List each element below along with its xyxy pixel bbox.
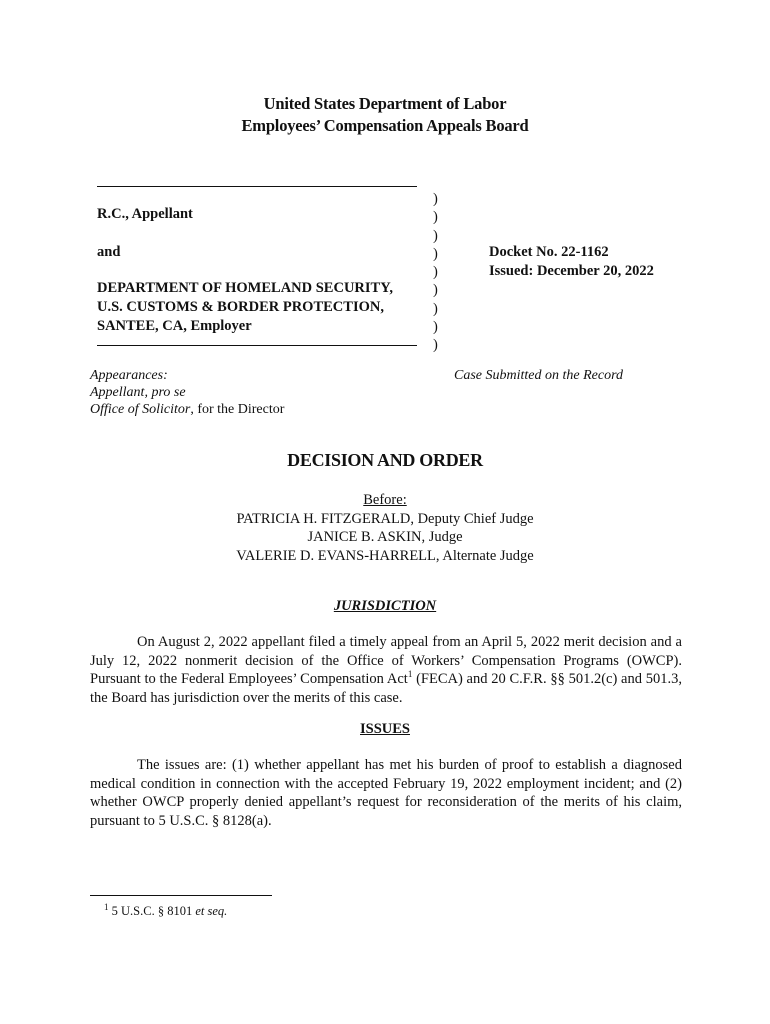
appearances-block <box>90 367 284 418</box>
paren: ) <box>433 337 438 354</box>
jurisdiction-heading: JURISDICTION <box>333 598 437 614</box>
board-title: Employees’ Compensation Appeals Board <box>241 116 529 135</box>
jurisdiction-paragraph <box>90 633 682 707</box>
footnote-rule <box>90 895 272 896</box>
appellant-value: , pro se <box>144 385 186 400</box>
paren: ) <box>433 209 438 226</box>
jurisdiction-text: On August 2, 2022 appellant filed a timely appeal from an April 5, 2022 merit decision and a July 12, 2022 nonmerit decision of the Office of Workers’ Compensation Programs (OWCP). Pursuant to the Federal Employees’ Compensation Act <box>90 634 682 687</box>
judge-name: JANICE B. ASKIN, Judge <box>307 529 463 545</box>
paren: ) <box>433 282 438 299</box>
judges-panel <box>0 491 770 565</box>
paren: ) <box>433 264 438 281</box>
footnote-number: 1 <box>104 901 109 912</box>
solicitor-appearance <box>90 401 284 418</box>
case-submitted: Case Submitted on the Record <box>454 368 624 383</box>
paren: ) <box>433 319 438 336</box>
solicitor-value: , for the Director <box>190 402 285 417</box>
caption-bottom-rule <box>97 345 417 346</box>
docket-number: Docket No. 22-1162 <box>489 244 609 260</box>
paren: ) <box>433 245 438 262</box>
caption-top-rule <box>97 186 417 187</box>
employer-line: SANTEE, CA, Employer <box>97 318 252 334</box>
issued-date: Issued: December 20, 2022 <box>489 263 654 279</box>
docket-block <box>489 243 654 281</box>
footnote <box>104 901 228 919</box>
footnote-ref[interactable]: 1 <box>407 669 413 680</box>
department-title: United States Department of Labor <box>263 94 507 113</box>
appellant-label: Appellant <box>90 385 145 400</box>
jurisdiction-text-cont: (FECA) and 20 C.F.R. §§ 501.2(c) and 501.3, the Board has jurisdiction over the merits of this case. <box>90 671 682 706</box>
judge-name: PATRICIA H. FITZGERALD, Deputy Chief Judge <box>236 510 534 527</box>
employer-line: U.S. CUSTOMS & BORDER PROTECTION, <box>97 299 384 315</box>
before-label: Before: <box>363 492 407 508</box>
footnote-text: 5 U.S.C. § 8101 <box>108 904 196 918</box>
appearances-label: Appearances: <box>90 368 168 383</box>
issues-paragraph <box>90 756 682 830</box>
appellant-appearance <box>90 384 284 401</box>
judge-name: VALERIE D. EVANS-HARRELL, Alternate Judge <box>236 547 534 564</box>
footnote-italic: et seq. <box>195 904 228 918</box>
paren: ) <box>433 300 438 317</box>
employer-line: DEPARTMENT OF HOMELAND SECURITY, <box>97 280 393 296</box>
decision-title: DECISION AND ORDER <box>287 450 483 470</box>
issues-text: The issues are: (1) whether appellant has met his burden of proof to establish a diagnosed medical condition in connection with the accepted February 19, 2022 employment incident; and (2) whether OWCP properly denied appellant’s request for reconsideration of the merits of his claim, pursuant to 5 U.S.C. § 8128(a). <box>90 757 682 829</box>
caption-parentheses <box>433 190 438 355</box>
caption-and: and <box>97 244 121 260</box>
paren: ) <box>433 191 438 207</box>
issues-heading: ISSUES <box>360 721 410 737</box>
paren: ) <box>433 227 438 244</box>
solicitor-label: Office of Solicitor <box>90 402 191 417</box>
appellant-name: R.C., Appellant <box>97 206 193 222</box>
employer-block <box>97 279 393 336</box>
